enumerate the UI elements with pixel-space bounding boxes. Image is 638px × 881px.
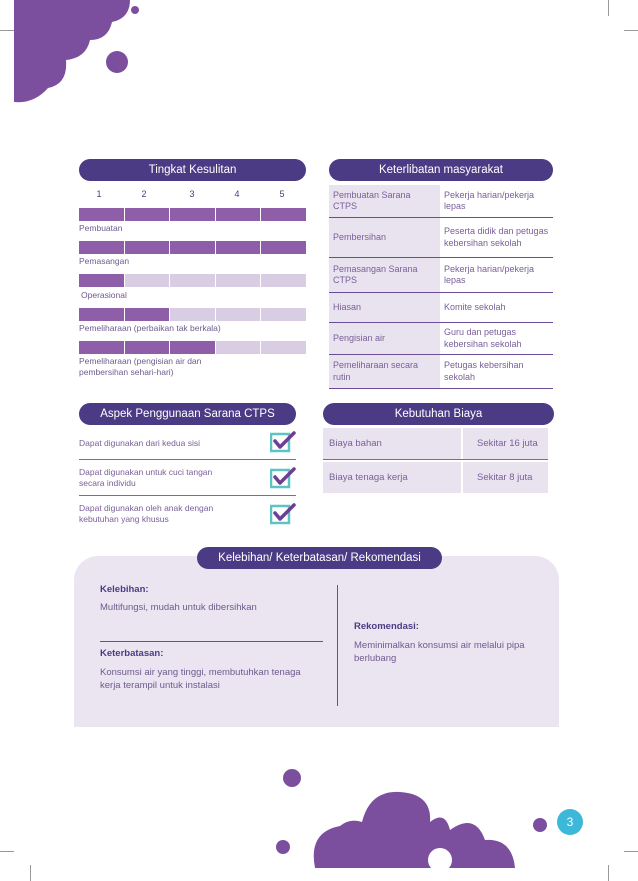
difficulty-segment xyxy=(216,208,262,221)
difficulty-segment xyxy=(261,341,306,354)
who-cell: Pekerja harian/pekerja lepas xyxy=(440,258,553,292)
cost-title: Kebutuhan Biaya xyxy=(323,403,554,425)
task-cell: Pengisian air xyxy=(329,323,440,354)
crop-mark xyxy=(608,0,609,16)
cost-value: Sekitar 16 juta xyxy=(463,428,548,459)
scale-number: 1 xyxy=(96,189,102,199)
difficulty-segment xyxy=(125,208,171,221)
decorative-dot xyxy=(533,818,547,832)
difficulty-segment xyxy=(125,241,171,254)
difficulty-segment xyxy=(79,241,125,254)
limitations-text: Konsumsi air yang tinggi, membutuhkan tenaga kerja terampil untuk instalasi xyxy=(100,667,301,691)
crop-mark xyxy=(30,865,31,881)
checkbox-checked-icon xyxy=(270,467,296,489)
difficulty-bar xyxy=(79,274,306,287)
crop-mark xyxy=(608,865,609,881)
difficulty-segment xyxy=(79,274,125,287)
difficulty-segment xyxy=(170,341,216,354)
difficulty-segment xyxy=(79,308,125,321)
difficulty-segment xyxy=(170,274,216,287)
who-cell: Pekerja harian/pekerja lepas xyxy=(440,185,553,217)
difficulty-label: Pemasangan xyxy=(79,256,130,266)
community-table xyxy=(329,185,553,389)
difficulty-segment xyxy=(216,274,262,287)
table-row xyxy=(323,428,548,459)
task-cell: Pembersihan xyxy=(329,218,440,257)
scale-number: 5 xyxy=(279,189,285,199)
difficulty-bar xyxy=(79,241,306,254)
checkbox-checked-icon xyxy=(270,431,296,453)
aspect-item xyxy=(79,460,296,496)
table-row xyxy=(329,218,553,258)
scale-number: 2 xyxy=(141,189,147,199)
recommendation-heading: Rekomendasi: xyxy=(354,621,419,632)
aspect-title: Aspek Penggunaan Sarana CTPS xyxy=(79,403,296,425)
table-row xyxy=(329,355,553,389)
crop-mark xyxy=(624,851,638,852)
table-row xyxy=(329,293,553,323)
cost-item: Biaya bahan xyxy=(323,428,461,459)
difficulty-segment xyxy=(261,308,306,321)
decorative-blob-bottom xyxy=(270,760,530,870)
scale-number: 3 xyxy=(189,189,195,199)
table-row xyxy=(329,323,553,355)
aspect-text: Dapat digunakan dari kedua sisi xyxy=(79,438,200,448)
difficulty-segment xyxy=(261,274,306,287)
difficulty-label: Pemeliharaan (pengisian air dan pembersihan sehari-hari) xyxy=(79,356,202,377)
who-cell: Peserta didik dan petugas kebersihan sekolah xyxy=(440,218,553,257)
task-cell: Pembuatan Sarana CTPS xyxy=(329,185,440,217)
scale-number: 4 xyxy=(234,189,240,199)
advantages-text: Multifungsi, mudah untuk dibersihkan xyxy=(100,602,257,613)
crop-mark xyxy=(624,30,638,31)
difficulty-segment xyxy=(216,308,262,321)
decorative-blob-top xyxy=(0,0,150,110)
table-row xyxy=(323,462,548,493)
difficulty-segment xyxy=(79,208,125,221)
difficulty-segment xyxy=(261,241,306,254)
difficulty-segment xyxy=(216,241,262,254)
divider xyxy=(100,641,323,642)
cost-value: Sekitar 8 juta xyxy=(463,462,548,493)
difficulty-segment xyxy=(170,241,216,254)
difficulty-segment xyxy=(216,341,262,354)
crop-mark xyxy=(0,851,14,852)
aspect-text: Dapat digunakan untuk cuci tangan secara individu xyxy=(79,467,213,488)
who-cell: Komite sekolah xyxy=(440,293,553,322)
aspect-item xyxy=(79,430,296,460)
recommendation-text: Meminimalkan konsumsi air melalui pipa berlubang xyxy=(354,640,525,664)
difficulty-bar xyxy=(79,341,306,354)
page-number: 3 xyxy=(557,809,583,835)
checkbox-checked-icon xyxy=(270,503,296,525)
difficulty-segment xyxy=(170,208,216,221)
task-cell: Hiasan xyxy=(329,293,440,322)
divider xyxy=(323,459,548,460)
difficulty-label: Operasional xyxy=(81,290,127,300)
difficulty-segment xyxy=(125,341,171,354)
task-cell: Pemasangan Sarana CTPS xyxy=(329,258,440,292)
difficulty-segment xyxy=(125,274,171,287)
difficulty-bar xyxy=(79,308,306,321)
difficulty-title: Tingkat Kesulitan xyxy=(79,159,306,181)
advantages-heading: Kelebihan: xyxy=(100,584,149,595)
difficulty-segment xyxy=(261,208,306,221)
task-cell: Pemeliharaan secara rutin xyxy=(329,355,440,388)
difficulty-segment xyxy=(170,308,216,321)
divider xyxy=(337,585,338,706)
aspect-item xyxy=(79,496,296,529)
limitations-heading: Keterbatasan: xyxy=(100,648,164,659)
cost-item: Biaya tenaga kerja xyxy=(323,462,461,493)
table-row xyxy=(329,185,553,218)
who-cell: Guru dan petugas kebersihan sekolah xyxy=(440,323,553,354)
summary-title: Kelebihan/ Keterbatasan/ Rekomendasi xyxy=(197,547,442,569)
difficulty-bar xyxy=(79,208,306,221)
community-title: Keterlibatan masyarakat xyxy=(329,159,553,181)
difficulty-label: Pemeliharaan (perbaikan tak berkala) xyxy=(79,323,221,333)
aspect-text: Dapat digunakan oleh anak dengan kebutuhan yang khusus xyxy=(79,503,214,524)
table-row xyxy=(329,258,553,293)
difficulty-label: Pembuatan xyxy=(79,223,123,233)
difficulty-segment xyxy=(125,308,171,321)
who-cell: Petugas kebersihan sekolah xyxy=(440,355,553,388)
difficulty-segment xyxy=(79,341,125,354)
